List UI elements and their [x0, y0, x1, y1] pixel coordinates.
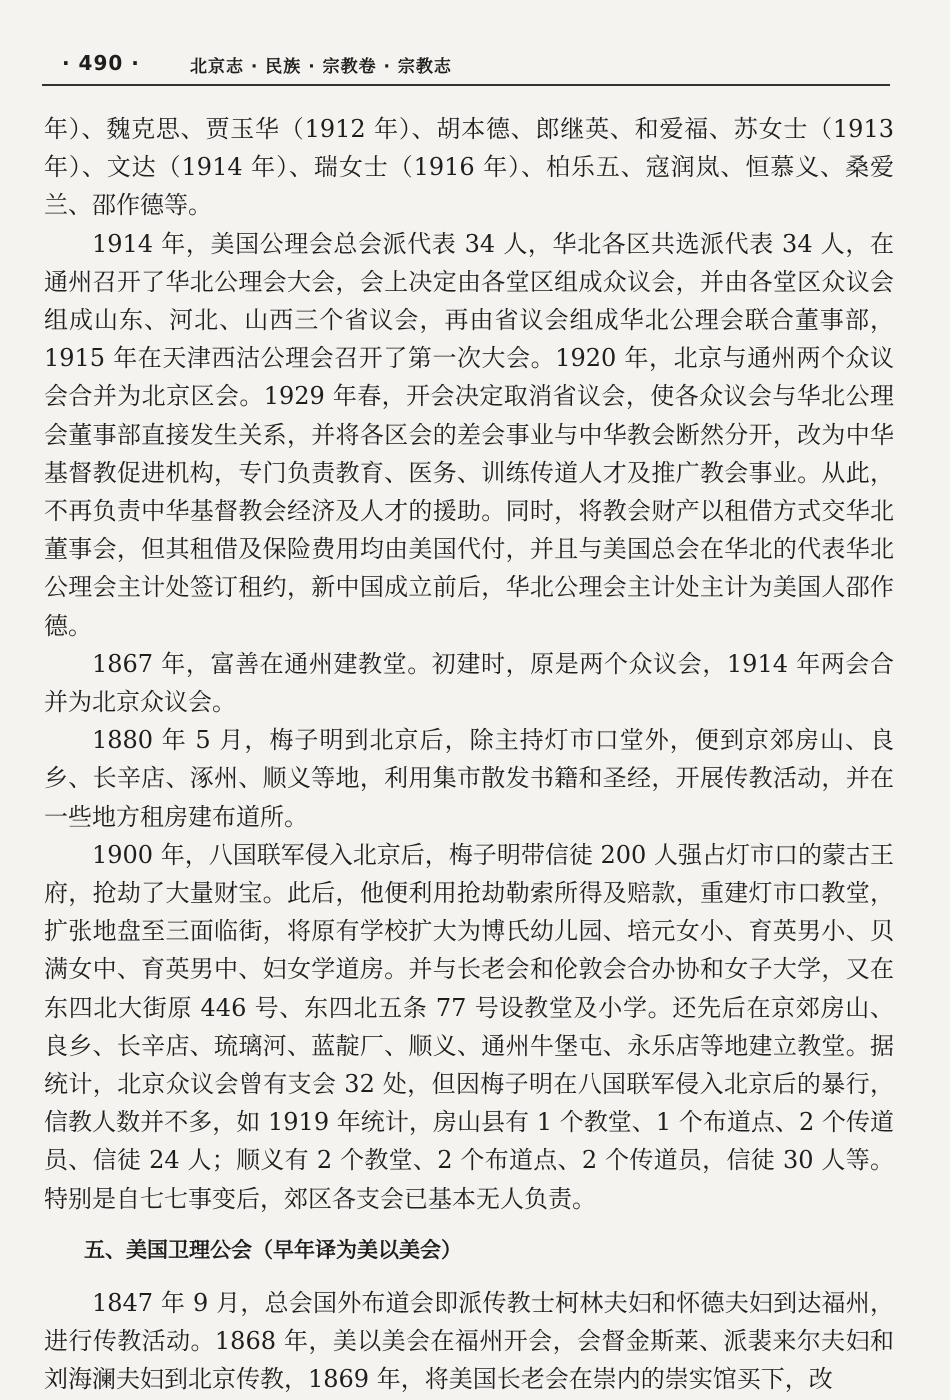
paragraph-1867-tongzhou: 1867 年，富善在通州建教堂。初建时，原是两个众议会，1914 年两会合并为北京众议会。: [44, 649, 894, 717]
page-header: [42, 48, 892, 84]
paragraph-1880-mei-ziming: 1880 年 5 月，梅子明到北京后，除主持灯市口堂外，便到京郊房山、良乡、长辛店、涿州、顺义等地，利用集市散发书籍和圣经，开展传教活动，并在一些地方租房建布道所。: [44, 726, 894, 831]
paragraph-1847-fuzhou: 1847 年 9 月，总会国外布道会即派传教士柯林夫妇和怀德夫妇到达福州，进行传教活动。1868 年，美以美会在福州开会，会督金斯莱、派裴来尔夫妇和刘海澜夫妇到北京传教，1869 年，将美国长老会在崇内的崇实馆买下，改: [44, 1288, 894, 1394]
section-heading: 五、美国卫理公会（早年译为美以美会）: [84, 1237, 462, 1262]
page-body: [44, 110, 894, 1399]
paragraph-1900-allied-forces: 1900 年，八国联军侵入北京后，梅子明带信徒 200 人强占灯市口的蒙古王府，抢劫了大量财宝。此后，他便利用抢劫勒索所得及赔款，重建灯市口教堂，扩张地盘至三面临街，将原有学校扩大为博氏幼儿园、培元女小、育英男小、贝满女中、育英男中、妇女学道房。并与长老会和伦敦会合办协和女子大学，又在东四北大街原 446 号、东四北五条 77 号设教堂及小学。还先后在京郊房山、良乡、长辛店、琉璃河、蓝靛厂、顺义、通州牛堡屯、永乐店等地建立教堂。据统计，北京众议会曾有支会 32 处，但因梅子明在八国联军侵入北京后的暴行，信教人数并不多，如 1919 年统计，房山县有 1 个教堂、1 个布道点、2 个传道员、信徒 24 人；顺义有 2 个教堂、2 个布道点、2 个传道员，信徒 30 人等。特别是自七七事变后，郊区各支会已基本无人负责。: [44, 840, 894, 1213]
paragraph-1914-congregational: 1914 年，美国公理会总会派代表 34 人，华北各区共选派代表 34 人，在通州召开了华北公理会大会，会上决定由各堂区组成众议会，并由各堂区众议会组成山东、河北、山西三个省议会，再由省议会组成华北公理会联合董事部，1915 年在天津西沽公理会召开了第一次大会。1920 年，北京与通州两个众议会合并为北京区会。1929 年春，开会决定取消省议会，使各众议会与华北公理会董事部直接发生关系，并将各区会的差会事业与中华教会断然分开，改为中华基督教促进机构，专门负责教育、医务、训练传道人才及推广教会事业。从此，不再负责中华基督教会经济及人才的援助。同时，将教会财产以租借方式交华北董事会，但其租借及保险费用均由美国代付，并且与美国总会在华北的代表华北公理会主计处签订租约，新中国成立前后，华北公理会主计处主计为美国人邵作德。: [44, 229, 894, 640]
running-title: 北京志 · 民族 · 宗教卷 · 宗教志: [190, 57, 452, 77]
header-rule: [42, 84, 890, 86]
paragraph-continued: 年）、魏克思、贾玉华（1912 年）、胡本德、郎继英、和爱福、苏女士（1913 年）、文达（1914 年）、瑞女士（1916 年）、柏乐五、寇润岚、恒慕义、桑爱兰、邵作德等。: [44, 115, 894, 220]
page-number: · 490 ·: [62, 51, 140, 75]
